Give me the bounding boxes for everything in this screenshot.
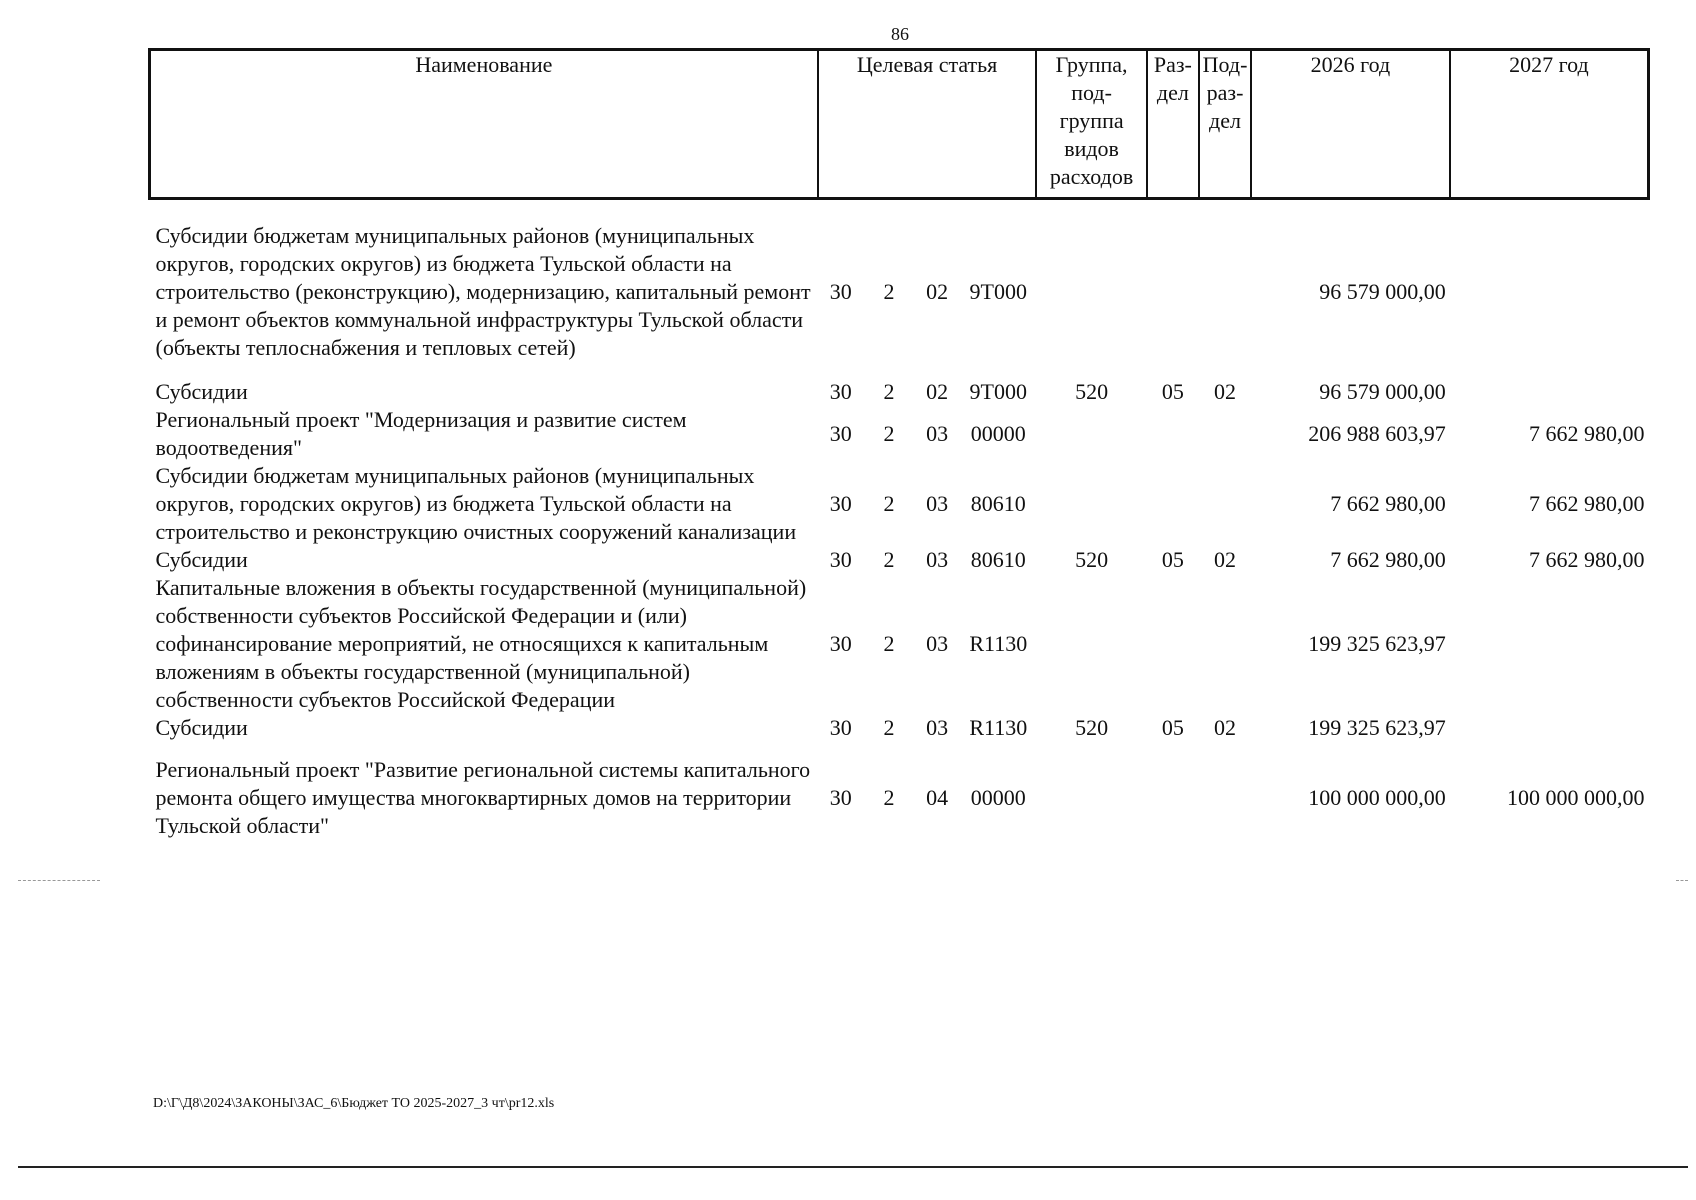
row-code-1: 30 [829,785,852,810]
row-code-3: 04 [926,785,949,810]
header-expense-group: Группа, под- группа видов расходов [1036,50,1146,199]
row-subsection: 02 [1214,715,1237,740]
row-name: Региональный проект "Развитие региональной системы капитального ремонта общего имущества многоквартирных домов на территории Тульской области" [155,757,811,838]
row-amount-2027: 7 662 980,00 [1529,547,1645,572]
row-amount-2026: 206 988 603,97 [1308,421,1446,446]
header-year-2026: 2026 год [1251,50,1450,199]
row-code-1: 30 [829,715,852,740]
row-section: 05 [1161,379,1184,404]
row-group: 520 [1075,715,1109,740]
scan-artifact-right [1676,880,1688,881]
row-code-4: 80610 [970,547,1026,572]
row-code-3: 03 [926,715,949,740]
row-amount-2026: 199 325 623,97 [1308,715,1446,740]
row-group: 520 [1075,547,1109,572]
row-code-2: 2 [883,491,895,516]
row-code-4: R1130 [969,715,1028,740]
row-section: 05 [1161,715,1184,740]
table-row [150,462,1649,546]
row-subsection [1199,462,1251,546]
row-section [1147,574,1199,714]
row-code-4: R1130 [969,631,1028,656]
row-amount-2027: 100 000 000,00 [1507,785,1645,810]
row-section [1147,462,1199,546]
row-code-2: 2 [883,379,895,404]
table-row [150,218,1649,366]
row-code-2: 2 [883,421,895,446]
row-subsection [1199,406,1251,462]
row-amount-2026: 199 325 623,97 [1308,631,1446,656]
table-row [150,714,1649,742]
row-name: Субсидии бюджетам муниципальных районов (муниципальных округов, городских округов) из бюджета Тульской области на строительство (реконструкцию), модернизацию, капитальный ремонт и ремонт объектов коммунальной инфраструктуры Тульской области (объекты теплоснабжения и тепловых сетей) [155,223,811,360]
row-amount-2027 [1450,574,1649,714]
row-code-2: 2 [883,279,895,304]
row-name: Субсидии [155,715,248,740]
header-year-2027: 2027 год [1450,50,1649,199]
row-code-2: 2 [883,785,895,810]
row-section [1147,756,1199,840]
row-group [1036,406,1146,462]
row-group [1036,574,1146,714]
header-name: Наименование [150,50,818,199]
row-code-1: 30 [829,379,852,404]
row-amount-2026: 7 662 980,00 [1330,491,1446,516]
row-code-4: 9Т000 [969,279,1027,304]
row-name: Субсидии [155,379,248,404]
table-row [150,574,1649,714]
budget-table [148,48,1650,840]
row-code-3: 03 [926,547,949,572]
row-group [1036,218,1146,366]
row-amount-2027 [1450,714,1649,742]
row-amount-2027 [1450,378,1649,406]
row-subsection: 02 [1214,547,1237,572]
row-subsection: 02 [1214,379,1237,404]
header-section: Раз- дел [1147,50,1199,199]
page-number: 86 [891,24,909,44]
table-row [150,756,1649,840]
row-amount-2026: 7 662 980,00 [1330,547,1446,572]
row-code-4: 9Т000 [969,379,1027,404]
row-group: 520 [1075,379,1109,404]
row-code-1: 30 [829,547,852,572]
bottom-divider [18,1166,1688,1168]
row-name: Региональный проект "Модернизация и развитие систем водоотведения" [155,407,687,460]
row-code-4: 00000 [970,421,1026,446]
row-amount-2027: 7 662 980,00 [1529,491,1645,516]
row-subsection [1199,574,1251,714]
row-code-2: 2 [883,547,895,572]
row-code-1: 30 [829,631,852,656]
row-code-2: 2 [883,631,895,656]
row-code-3: 02 [926,379,949,404]
table-header [150,50,1649,199]
row-section [1147,406,1199,462]
row-name: Субсидии [155,547,248,572]
table-row [150,546,1649,574]
row-code-4: 00000 [970,785,1026,810]
row-code-4: 80610 [970,491,1026,516]
row-code-1: 30 [829,491,852,516]
row-name: Капитальные вложения в объекты государственной (муниципальной) собственности субъектов Российской Федерации и (или) софинансирование мероприятий, не относящихся к капитальным вложениям в объекты государственной (муниципальной) собственности субъектов Российской Федерации [155,575,807,712]
row-group [1036,756,1146,840]
row-code-1: 30 [829,279,852,304]
table-row [150,378,1649,406]
row-name: Субсидии бюджетам муниципальных районов (муниципальных округов, городских округов) из бюджета Тульской области на строительство и реконструкцию очистных сооружений канализации [155,463,797,544]
scan-artifact-left [18,880,100,881]
row-code-3: 03 [926,631,949,656]
row-amount-2027 [1450,218,1649,366]
row-code-2: 2 [883,715,895,740]
row-section: 05 [1161,547,1184,572]
row-amount-2026: 96 579 000,00 [1319,279,1446,304]
header-subsection: Под- раз- дел [1199,50,1251,199]
row-code-1: 30 [829,421,852,446]
row-subsection [1199,218,1251,366]
row-code-3: 02 [926,279,949,304]
row-code-3: 03 [926,421,949,446]
table-row [150,406,1649,462]
row-amount-2026: 100 000 000,00 [1308,785,1446,810]
file-path-footer: D:\Г\Д8\2024\ЗАКОНЫ\ЗАС_6\Бюджет ТО 2025-2027_3 чт\pr12.xls [153,1096,555,1111]
row-section [1147,218,1199,366]
row-subsection [1199,756,1251,840]
row-group [1036,462,1146,546]
row-amount-2026: 96 579 000,00 [1319,379,1446,404]
row-amount-2027: 7 662 980,00 [1529,421,1645,446]
header-target-article: Целевая статья [818,50,1037,199]
row-code-3: 03 [926,491,949,516]
